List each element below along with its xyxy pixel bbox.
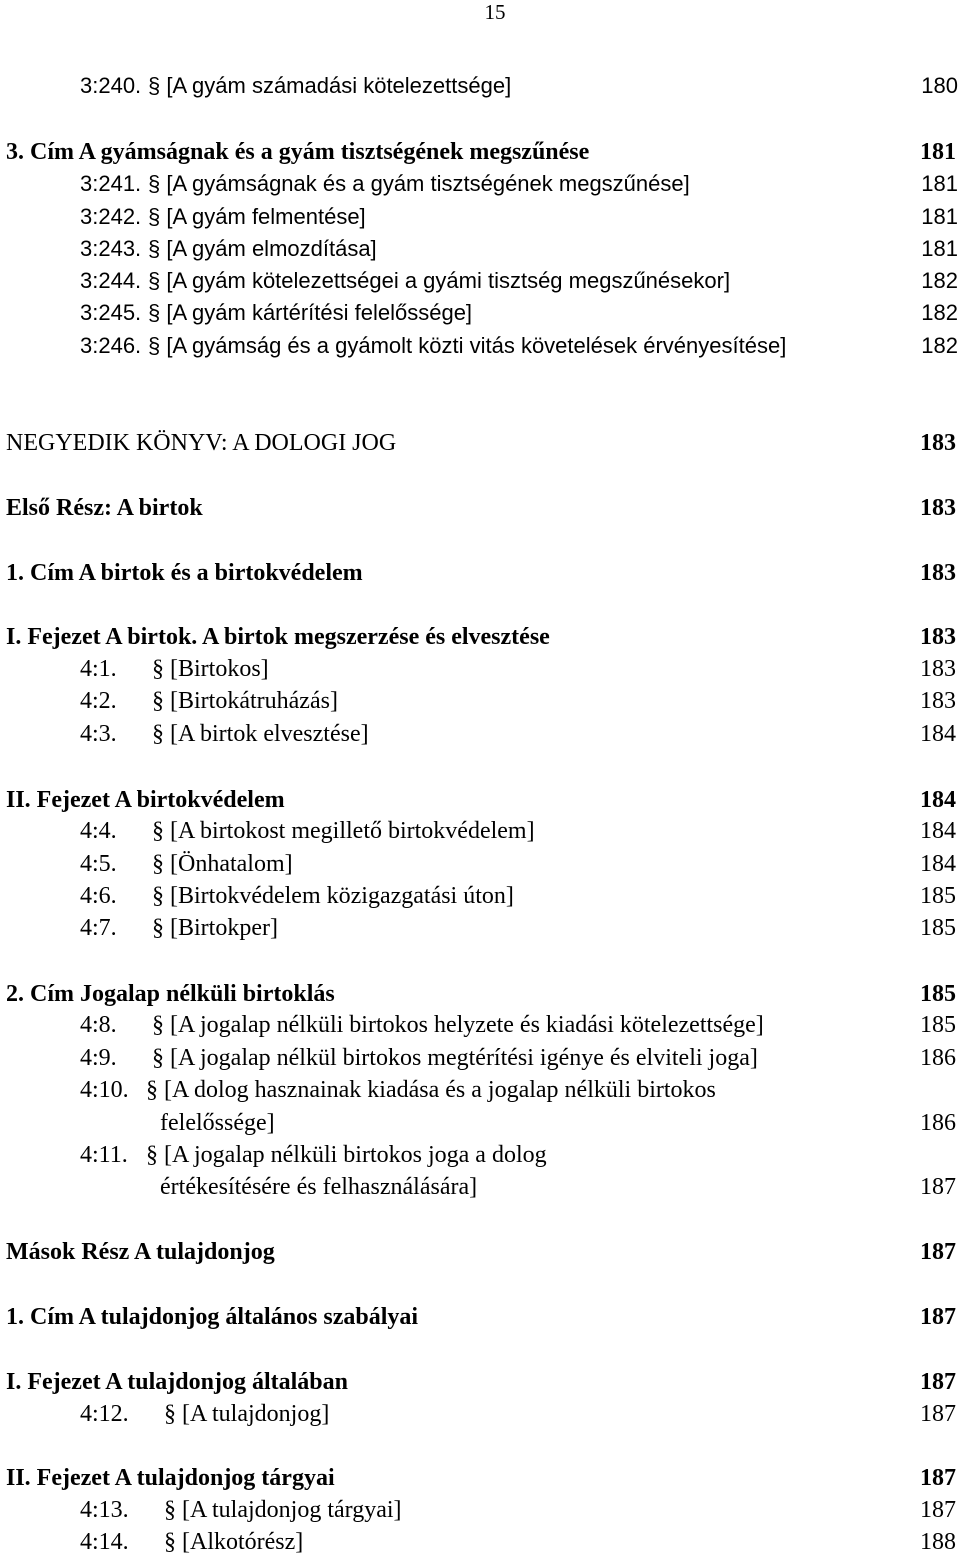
toc-heading-masodik-resz (6, 1236, 956, 1268)
section-number: 4:1. (80, 656, 117, 682)
entry-title: § [A jogalap nélkül birtokos megtérítési igénye és elviteli joga] (152, 1045, 758, 1071)
heading-title: Első Rész: A birtok (6, 495, 203, 521)
section-number: 4:7. (80, 915, 117, 941)
page-ref: 181 (921, 171, 958, 196)
page-ref: 182 (921, 300, 958, 325)
heading-title: 1. Cím A tulajdonjog általános szabályai (6, 1304, 419, 1330)
toc-entry-4-13 (80, 1494, 956, 1526)
entry-title: § [A gyám számadási kötelezettsége] (148, 73, 512, 98)
entry-title: § [A gyámság és a gyámolt közti vitás követelések érvényesítése] (148, 333, 787, 358)
section-number: 4:5. (80, 851, 117, 877)
entry-title: § [A jogalap nélküli birtokos joga a dolog (146, 1142, 547, 1168)
page-ref: 183 (920, 560, 956, 586)
entry-title: § [A birtok elvesztése] (152, 721, 369, 747)
heading-title: Mások Rész A tulajdonjog (6, 1239, 275, 1265)
section-number: 4:9. (80, 1045, 117, 1071)
page-ref: 185 (920, 883, 956, 909)
toc-entry-4-10-continuation (160, 1107, 956, 1139)
toc-heading-1-cim-tulajdon (6, 1301, 956, 1333)
section-number: 4:8. (80, 1012, 117, 1038)
entry-title: § [A gyámságnak és a gyám tisztségének megszűnése] (148, 171, 690, 196)
heading-title: I. Fejezet A tulajdonjog általában (6, 1369, 348, 1395)
section-number: 4:10. (80, 1077, 129, 1103)
entry-title: § [A birtokost megillető birtokvédelem] (152, 818, 535, 844)
toc-entry-3-240 (80, 70, 958, 102)
heading-title: 1. Cím A birtok és a birtokvédelem (6, 560, 363, 586)
toc-heading-book-4 (6, 427, 956, 459)
heading-title: II. Fejezet A birtokvédelem (6, 787, 285, 813)
toc-entry-4-7 (80, 912, 956, 944)
section-number: 3:246. (80, 333, 142, 358)
page-ref: 187 (920, 1239, 956, 1265)
toc-heading-2-cim (6, 978, 956, 1010)
toc-heading-fejezet-1 (6, 621, 956, 653)
section-number: 4:3. (80, 721, 117, 747)
toc-heading-fejezet-2-tulajdon (6, 1462, 956, 1494)
section-number: 3:245. (80, 300, 142, 325)
entry-title: § [A dolog hasznainak kiadása és a jogalap nélküli birtokos (146, 1077, 716, 1103)
page-ref: 187 (920, 1401, 956, 1427)
section-number: 4:11. (80, 1142, 128, 1168)
toc-entry-4-11-continuation (160, 1171, 956, 1203)
page-ref: 184 (920, 787, 956, 813)
toc-entry-4-11 (80, 1139, 956, 1171)
heading-title: NEGYEDIK KÖNYV: A DOLOGI JOG (6, 430, 397, 456)
section-number: 3:243. (80, 236, 142, 261)
toc-entry-4-1 (80, 653, 956, 685)
toc-entry-3-241 (80, 168, 958, 200)
page-ref: 187 (920, 1174, 956, 1200)
toc-entry-4-14 (80, 1526, 956, 1558)
page-ref: 185 (920, 1012, 956, 1038)
entry-title: § [Alkotórész] (164, 1529, 304, 1555)
toc-entry-4-9 (80, 1042, 956, 1074)
page-ref: 183 (920, 430, 956, 456)
toc-heading-fejezet-2 (6, 784, 956, 816)
page-ref: 187 (920, 1465, 956, 1491)
page-ref: 184 (920, 721, 956, 747)
page-ref: 181 (921, 204, 958, 229)
entry-title: § [Birtokos] (152, 656, 269, 682)
toc-heading-elso-resz (6, 492, 956, 524)
entry-title: § [A jogalap nélküli birtokos helyzete és kiadási kötelezettsége] (152, 1012, 764, 1038)
section-number: 3:244. (80, 268, 142, 293)
section-number: 4:4. (80, 818, 117, 844)
heading-title: II. Fejezet A tulajdonjog tárgyai (6, 1465, 335, 1491)
page-ref: 183 (920, 495, 956, 521)
entry-title: § [A gyám felmentése] (148, 204, 366, 229)
entry-title: § [A tulajdonjog] (164, 1401, 330, 1427)
entry-title: § [Birtokper] (152, 915, 278, 941)
entry-title-continuation: felelőssége] (160, 1110, 275, 1136)
page-ref: 184 (920, 818, 956, 844)
toc-entry-3-244 (80, 265, 958, 297)
entry-title: § [Birtokvédelem közigazgatási úton] (152, 883, 514, 909)
toc-entry-4-12 (80, 1398, 956, 1430)
section-number: 3:242. (80, 204, 142, 229)
section-number: 4:14. (80, 1529, 129, 1555)
page-ref: 183 (920, 656, 956, 682)
entry-title: § [A tulajdonjog tárgyai] (164, 1497, 402, 1523)
section-number: 3:240. (80, 73, 142, 98)
page-ref: 181 (921, 236, 958, 261)
entry-title: § [A gyám kötelezettségei a gyámi tisztség megszűnésekor] (148, 268, 731, 293)
entry-title: § [A gyám elmozdítása] (148, 236, 377, 261)
page-ref: 180 (921, 73, 958, 98)
page-ref: 185 (920, 981, 956, 1007)
toc-entry-3-246 (80, 330, 958, 362)
page-ref: 187 (920, 1369, 956, 1395)
entry-title: § [Önhatalom] (152, 851, 293, 877)
toc-entry-3-245 (80, 297, 958, 329)
section-number: 4:13. (80, 1497, 129, 1523)
toc-entry-3-243 (80, 233, 958, 265)
toc-entry-4-5 (80, 848, 956, 880)
toc-heading-fejezet-1-tulajdon (6, 1366, 956, 1398)
entry-title: § [A gyám kártérítési felelőssége] (148, 300, 473, 325)
toc-entry-4-8 (80, 1009, 956, 1041)
section-number: 4:2. (80, 688, 117, 714)
toc-entry-4-2 (80, 685, 956, 717)
toc-entry-4-10 (80, 1074, 956, 1106)
page-ref: 186 (920, 1045, 956, 1071)
toc-heading-3-cim (6, 136, 956, 168)
page-ref: 182 (921, 333, 958, 358)
section-number: 4:12. (80, 1401, 129, 1427)
page-ref: 187 (920, 1304, 956, 1330)
heading-title: I. Fejezet A birtok. A birtok megszerzése és elvesztése (6, 624, 550, 650)
section-number: 3:241. (80, 171, 142, 196)
toc-heading-1-cim (6, 557, 956, 589)
page-ref: 187 (920, 1497, 956, 1523)
entry-title: § [Birtokátruházás] (152, 688, 338, 714)
page-ref: 181 (920, 139, 956, 165)
page-ref: 183 (920, 688, 956, 714)
toc-entry-4-4 (80, 815, 956, 847)
toc-entry-4-6 (80, 880, 956, 912)
page-number: 15 (484, 0, 506, 24)
page-ref: 188 (920, 1529, 956, 1555)
heading-title: 2. Cím Jogalap nélküli birtoklás (6, 981, 335, 1007)
page-ref: 185 (920, 915, 956, 941)
heading-title: 3. Cím A gyámságnak és a gyám tisztségének megszűnése (6, 139, 590, 165)
toc-entry-3-242 (80, 201, 958, 233)
page-ref: 182 (921, 268, 958, 293)
page-ref: 186 (920, 1110, 956, 1136)
toc-entry-4-3 (80, 718, 956, 750)
page-ref: 184 (920, 851, 956, 877)
section-number: 4:6. (80, 883, 117, 909)
page-ref: 183 (920, 624, 956, 650)
entry-title-continuation: értékesítésére és felhasználására] (160, 1174, 478, 1200)
